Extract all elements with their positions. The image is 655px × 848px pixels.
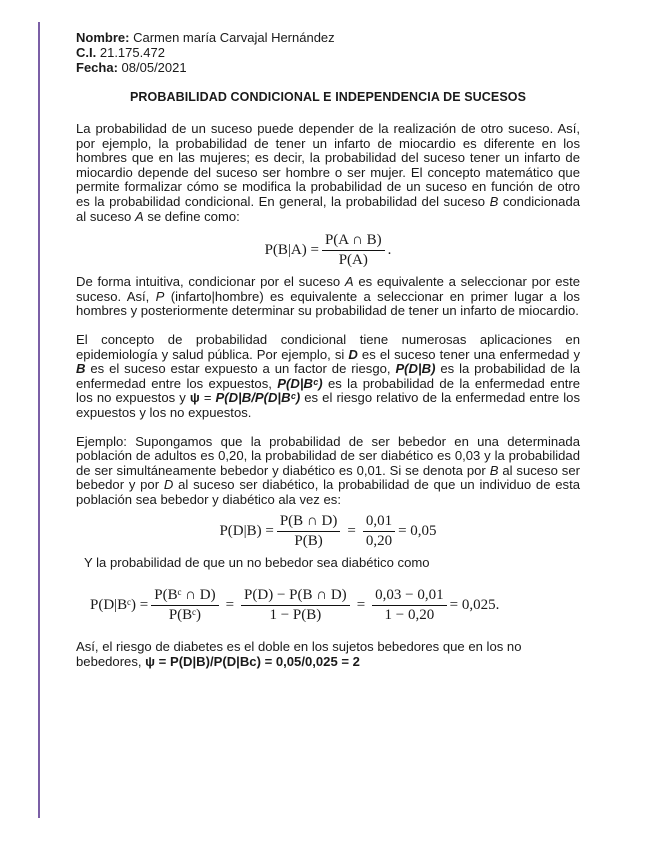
header-block: [76, 30, 580, 75]
paragraph-intro: La probabilidad de un suceso puede depender de la realización de otro suceso. Así, por ejemplo, la probabilidad de tener un infarto de miocardio es diferente en los hombres que en las mujeres; es decir, la probabilidad del suceso tener un infarto de miocardio depende del suceso ser hombre o ser mujer. El concepto matemático que permite formalizar cómo se modifica la probabilidad de un suceso en función de otro es la probabilidad condicional. En general, la probabilidad del suceso B condicionada al suceso A se define como:: [76, 121, 581, 224]
paragraph-example: Ejemplo: Supongamos que la probabilidad de ser bebedor en una determinada población de adultos es 0,20, la probabilidad de ser diabético es 0,03 y la probabilidad de ser simultáneamente bebedor y diabético es 0,01. Si se denota por B al suceso ser bebedor y por D al suceso ser diabético, la probabilidad de que un individuo de esta población sea bebedor y diabético ala vez es:: [76, 433, 581, 507]
paragraph-intuition: De forma intuitiva, condicionar por el suceso A es equivalente a seleccionar por este suceso. Así, P (infarto|hombre) es equivalente a seleccionar en primer lugar a los hombres y posteriormente determinar su probabilidad de tener un infarto de miocardio.: [76, 274, 581, 319]
name-label: Nombre:: [76, 30, 130, 45]
document-page: [76, 30, 580, 669]
ci-label: C.I.: [76, 45, 97, 60]
ci-value: 21.175.472: [99, 45, 165, 60]
name-line: [76, 30, 580, 45]
document-title: PROBABILIDAD CONDICIONAL E INDEPENDENCIA DE SUCESOS: [129, 90, 527, 104]
formula-drinker-diabetic: P(D|B) = $\frac{P(B \cap D)}{P(B)}$ = $\frac{0,01}{0,20}$ = 0,05: [219, 513, 437, 550]
name-value: Carmen maría Carvajal Hernández: [133, 30, 335, 45]
date-value: 08/05/2021: [121, 60, 187, 75]
formula-conditional-definition: P(B|A) = $\frac{P(A \cap B)}{P(A)}$ .: [264, 232, 392, 269]
formula-non-drinker-diabetic: P(D|Bᶜ) = $\frac{\text{P(Bᶜ ∩ D)}}{\text{P(Bᶜ)}}$ = $\frac{P(D) - P(B \cap D)}{1 - P(B)}$ = $\frac{0,03 - 0,01}{1 - 0,20}$ = 0,025.: [90, 587, 500, 624]
paragraph-epidemiology: El concepto de probabilidad condicional tiene numerosas aplicaciones en epidemiología y salud pública. Por ejemplo, si D es el suceso tener una enfermedad y B es el suceso estar expuesto a un factor de riesgo, P(D|B) es la probabilidad de la enfermedad entre los expuestos, P(D|Bᶜ) es la probabilidad de la enfermedad entre los no expuestos y ψ = P(D|B/P(D|Bᶜ) es el riesgo relativo de la enfermedad entre los expuestos y los no expuestos.: [76, 331, 581, 420]
date-label: Fecha:: [76, 60, 118, 75]
paragraph-conclusion: Así, el riesgo de diabetes es el doble en los sujetos bebedores que en los no bebedores, ψ = P(D|B)/P(D|Bc) = 0,05/0,025 = 2: [76, 639, 522, 669]
margin-rule: [38, 22, 40, 818]
paragraph-non-drinker: Y la probabilidad de que un no bebedor sea diabético como: [84, 555, 430, 571]
date-line: [76, 60, 580, 75]
ci-line: [76, 45, 580, 60]
